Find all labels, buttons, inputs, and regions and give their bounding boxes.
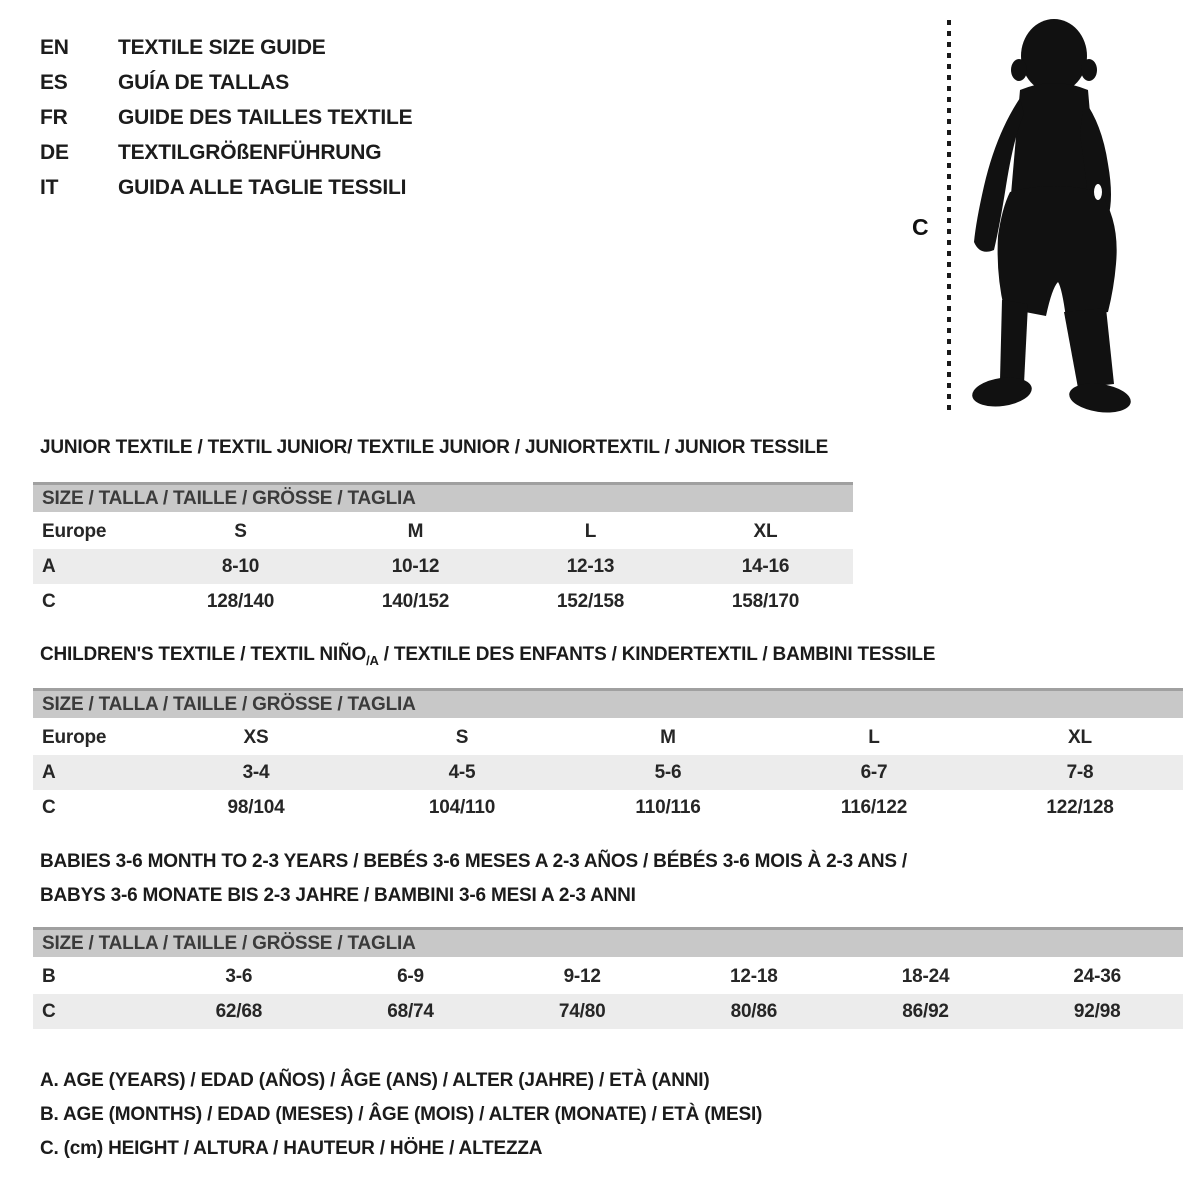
table-cell: 80/86 <box>730 1000 778 1022</box>
toddler-silhouette-icon <box>962 16 1140 420</box>
table-cell: 12-18 <box>730 965 778 987</box>
babies-size-table <box>33 927 1183 1029</box>
babies-title-line1: BABIES 3-6 MONTH TO 2-3 YEARS / BEBÉS 3-6 MESES A 2-3 AÑOS / BÉBÉS 3-6 MOIS À 2-3 ANS / <box>40 851 908 872</box>
language-code-fr: FR <box>40 105 68 129</box>
table-cell: 158/170 <box>731 590 800 612</box>
table-cell: 5-6 <box>654 761 682 783</box>
table-cell: 92/98 <box>1073 1000 1121 1022</box>
row-label: C <box>42 1000 56 1022</box>
row-label: C <box>42 796 56 818</box>
table-cell: L <box>584 520 597 542</box>
table-cell: 24-36 <box>1073 965 1121 987</box>
row-label: C <box>42 590 56 612</box>
language-title-block <box>40 30 412 205</box>
table-cell: M <box>660 726 676 748</box>
legend-line-b: B. AGE (MONTHS) / EDAD (MESES) / ÂGE (MOIS) / ALTER (MONATE) / ETÀ (MESI) <box>40 1104 763 1125</box>
children-title-main: CHILDREN'S TEXTILE / TEXTIL NIÑO <box>40 644 367 665</box>
table-cell: 104/110 <box>428 796 496 818</box>
row-label: Europe <box>42 520 107 542</box>
table-row-height <box>33 584 853 619</box>
table-cell: 18-24 <box>901 965 950 987</box>
table-cell: 3-6 <box>225 965 253 987</box>
table-cell: 7-8 <box>1066 761 1094 783</box>
size-header-band: SIZE / TALLA / TAILLE / GRÖSSE / TAGLIA <box>33 927 1183 957</box>
babies-title-line2: BABYS 3-6 MONATE BIS 2-3 JAHRE / BAMBINI 3-6 MESI A 2-3 ANNI <box>40 885 636 906</box>
table-cell: M <box>407 520 424 542</box>
legend-line-a: A. AGE (YEARS) / EDAD (AÑOS) / ÂGE (ANS) / ALTER (JAHRE) / ETÀ (ANNI) <box>40 1070 710 1091</box>
table-cell: 6-9 <box>397 965 424 987</box>
babies-section-title <box>40 845 907 913</box>
table-cell: 98/104 <box>227 796 285 818</box>
children-title-sub: /A <box>366 653 379 668</box>
language-code-es: ES <box>40 70 68 94</box>
language-row-en <box>40 30 412 65</box>
table-cell: XL <box>1068 726 1092 748</box>
table-cell: 62/68 <box>215 1000 263 1022</box>
guide-title-de: TEXTILGRÖßENFÜHRUNG <box>118 140 382 164</box>
height-dashed-line <box>947 20 951 416</box>
table-row-age <box>33 549 853 584</box>
guide-title-it: GUIDA ALLE TAGLIE TESSILI <box>118 175 407 199</box>
table-cell: 110/116 <box>635 796 701 818</box>
children-size-table <box>33 688 1183 825</box>
table-cell: 152/158 <box>556 590 625 612</box>
table-row-age <box>33 755 1183 790</box>
table-cell: 74/80 <box>558 1000 606 1022</box>
table-cell: 122/128 <box>1046 796 1114 818</box>
table-cell: 12-13 <box>566 555 615 577</box>
table-cell: 14-16 <box>741 555 790 577</box>
row-label: A <box>42 761 56 783</box>
language-code-en: EN <box>40 35 69 59</box>
junior-size-table <box>33 482 853 619</box>
table-cell: XL <box>753 520 778 542</box>
size-header-band: SIZE / TALLA / TAILLE / GRÖSSE / TAGLIA <box>33 688 1183 718</box>
language-row-fr <box>40 100 412 135</box>
table-cell: 116/122 <box>840 796 908 818</box>
table-cell: S <box>455 726 469 748</box>
guide-title-en: TEXTILE SIZE GUIDE <box>118 35 326 59</box>
children-title-rest: / TEXTILE DES ENFANTS / KINDERTEXTIL / BAMBINI TESSILE <box>378 644 936 665</box>
language-row-de <box>40 135 412 170</box>
table-cell: 3-4 <box>242 761 270 783</box>
measurement-legend <box>40 1064 762 1166</box>
table-cell: 8-10 <box>221 555 260 577</box>
table-row-months <box>33 959 1183 994</box>
row-label: B <box>42 965 56 987</box>
legend-line-c: C. (cm) HEIGHT / ALTURA / HAUTEUR / HÖHE / ALTEZZA <box>40 1138 543 1159</box>
table-row-height <box>33 790 1183 825</box>
height-measure-label: C <box>912 214 929 240</box>
table-cell: L <box>868 726 880 748</box>
row-label: Europe <box>42 726 107 748</box>
guide-title-es: GUÍA DE TALLAS <box>118 70 290 94</box>
children-section-title <box>40 644 935 668</box>
language-code-it: IT <box>40 175 59 199</box>
table-cell: XS <box>243 726 269 748</box>
language-row-it <box>40 170 412 205</box>
table-cell: 140/152 <box>381 590 450 612</box>
guide-title-fr: GUIDE DES TAILLES TEXTILE <box>118 105 413 129</box>
table-cell: S <box>234 520 247 542</box>
language-row-es <box>40 65 412 100</box>
table-row-europe <box>33 514 853 549</box>
table-cell: 6-7 <box>860 761 888 783</box>
table-cell: 4-5 <box>448 761 476 783</box>
table-cell: 68/74 <box>387 1000 434 1022</box>
row-label: A <box>42 555 56 577</box>
size-header-band: SIZE / TALLA / TAILLE / GRÖSSE / TAGLIA <box>33 482 853 512</box>
language-code-de: DE <box>40 140 69 164</box>
table-cell: 128/140 <box>206 590 275 612</box>
table-cell: 86/92 <box>902 1000 949 1022</box>
table-row-height <box>33 994 1183 1029</box>
junior-section-title: JUNIOR TEXTILE / TEXTIL JUNIOR/ TEXTILE JUNIOR / JUNIORTEXTIL / JUNIOR TESSILE <box>40 437 829 458</box>
table-row-europe <box>33 720 1183 755</box>
table-cell: 10-12 <box>391 555 440 577</box>
table-cell: 9-12 <box>563 965 601 987</box>
